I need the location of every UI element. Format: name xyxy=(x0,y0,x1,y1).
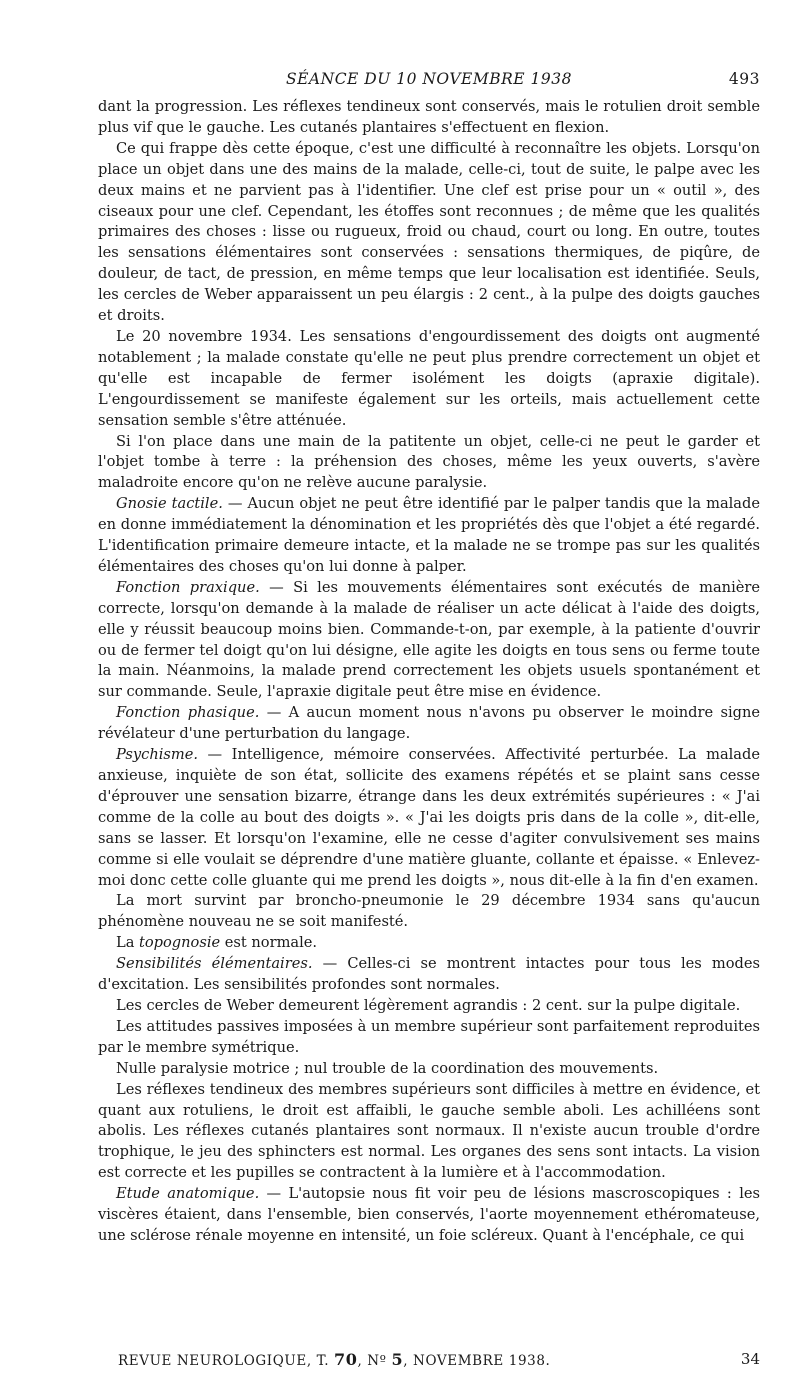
paragraph-text: dant la progression. Les réflexes tendineux sont conservés, mais le rotulien droit semble plus vif que le gauche. Les cutanés plantaires s'effectuent en flexion. xyxy=(98,98,760,136)
paragraph-text: Les cercles de Weber demeurent légèrement agrandis : 2 cent. sur la pulpe digitale. xyxy=(116,996,741,1014)
paragraph xyxy=(98,703,760,745)
journal-citation xyxy=(118,1350,551,1369)
paragraph xyxy=(98,1017,760,1059)
journal-issue: 5 xyxy=(391,1350,404,1369)
paragraph-text: — Intelligence, mémoire conservées. Affectivité perturbée. La malade anxieuse, inquiète de son état, sollicite des examens répétés et se plaint sans cesse d'éprouver une sensation bizarre, étrange dans les deux extrémités supérieures : « J'ai comme de la colle au bout des doigts ». « J'ai les doigts pris dans de la colle », dit-elle, sans se lasser. Et lorsqu'on l'examine, elle ne cesse d'agiter convulsivement ses mains comme si elle voulait se déprendre d'une matière gluante, collante et épaisse. « Enlevez-moi donc cette colle gluante qui me prend les doigts », nous dit-elle à la fin d'en examen. xyxy=(98,746,760,889)
page-footer xyxy=(118,1350,760,1372)
paragraph-text: est normale. xyxy=(220,934,318,952)
paragraph xyxy=(98,494,760,578)
issue-label: , Nº xyxy=(357,1353,392,1369)
section-heading: Psychisme. xyxy=(116,746,199,764)
paragraph-text: Si l'on place dans une main de la patitente un objet, celle-ci ne peut le garder et l'objet tombe à terre : la préhension des choses, même les yeux ouverts, s'avère maladroite encore qu'on ne relève aucune paralysie. xyxy=(98,432,760,492)
paragraph xyxy=(98,1080,760,1185)
paragraph-text: La mort survint par broncho-pneumonie le 29 décembre 1934 sans qu'aucun phénomène nouveau ne se soit manifesté. xyxy=(98,892,760,931)
page-header xyxy=(98,70,760,92)
paragraph-text: — Aucun objet ne peut être identifié par le palper tandis que la malade en donne immédiatement la dénomination et les propriétés dès que l'objet a été regardé. L'identification primaire demeure intacte, et la malade ne se trompe pas sur les qualités élémentaires des choses qu'on lui donne à palper. xyxy=(98,495,760,575)
journal-name: REVUE NEUROLOGIQUE, T. xyxy=(118,1353,335,1369)
paragraph xyxy=(98,327,760,432)
running-title: SÉANCE DU 10 NOVEMBRE 1938 xyxy=(286,70,572,88)
sheet-number: 34 xyxy=(740,1350,760,1368)
section-heading: Fonction phasique. xyxy=(116,704,260,722)
paragraph-text: Le 20 novembre 1934. Les sensations d'engourdissement des doigts ont augmenté notablement ; la malade constate qu'elle ne peut plus prendre correctement un objet et qu'elle est incapable de fermer isolément les doigts (apraxie digitale). L'engourdissement se manifeste également sur les orteils, mais actuellement cette sensation semble s'être atténuée. xyxy=(98,327,760,429)
paragraph xyxy=(98,996,760,1017)
paragraph xyxy=(98,578,760,703)
paragraph-text: — L'autopsie nous fit voir peu de lésions mascroscopiques : les viscères étaient, dans l'ensemble, bien conservés, l'aorte moyennement ethéromateuse, une sclérose rénale moyenne en intensité, un foie scléreux. Quant à l'encéphale, ce qui xyxy=(98,1185,760,1244)
paragraph-text: — Celles-ci se montrent intactes pour tous les modes d'excitation. Les sensibilités profondes sont normales. xyxy=(98,955,761,994)
paragraph-text: Les attitudes passives imposées à un membre supérieur sont parfaitement reproduites par le membre symétrique. xyxy=(98,1017,760,1056)
section-heading: Sensibilités élémentaires. xyxy=(116,955,313,973)
paragraph-text: Les réflexes tendineux des membres supérieurs sont difficiles à mettre en évidence, et quant aux rotuliens, le droit est affaibli, le gauche semble aboli. Les achilléens sont abolis. Les réflexes cutanés plantaires sont normaux. Il n'existe aucun trouble d'ordre trophique, le jeu des sphincters est normal. Les organes des sens sont intacts. La vision est correcte et les pupilles se contractent à la lumière et à l'accommodation. xyxy=(98,1080,760,1182)
paragraph-text: — Si les mouvements élémentaires sont exécutés de manière correcte, lorsqu'on demande à la malade de réaliser un acte délicat à l'aide des doigts, elle y réussit beaucoup moins bien. Commande-t-on, par exemple, à la patiente d'ouvrir ou de fermer tel doigt qu'on lui désigne, elle agite les doigts en tous sens ou ferme toute la main. Néanmoins, la malade prend correctement les objets usuels spontanément et sur commande. Seule, l'apraxie digitale peut être mise en évidence. xyxy=(98,578,760,701)
paragraph xyxy=(98,1059,760,1080)
body-text xyxy=(98,97,760,1247)
paragraph xyxy=(98,432,760,495)
paragraph xyxy=(98,933,760,954)
paragraph xyxy=(98,745,760,891)
section-heading: topognosie xyxy=(139,934,221,952)
paragraph-prefix: La xyxy=(116,934,140,952)
journal-date: , NOVEMBRE 1938. xyxy=(403,1353,551,1369)
section-heading: Gnosie tactile. xyxy=(116,495,223,513)
paragraph-text: Ce qui frappe dès cette époque, c'est une difficulté à reconnaître les objets. Lorsqu'on place un objet dans une des mains de la malade, celle-ci, tout de suite, le palpe avec les deux mains et ne parvient pas à l'identifier. Une clef est prise pour un « outil », des ciseaux pour une clef. Cependant, les étoffes sont reconnues ; de même que les qualités primaires des choses : lisse ou rugueux, froid ou chaud, court ou long. En outre, toutes les sensations élémentaires sont conservées : sensations thermiques, de piqûre, de douleur, de tact, de pression, en même temps que leur localisation est identifiée. Seuls, les cercles de Weber apparaissent un peu élargis : 2 cent., à la pulpe des doigts gauches et droits. xyxy=(98,139,760,325)
section-heading: Fonction praxique. xyxy=(116,578,260,596)
page-number: 493 xyxy=(728,70,760,88)
section-heading: Etude anatomique. xyxy=(116,1185,260,1203)
paragraph-text: — A aucun moment nous n'avons pu observer le moindre signe révélateur d'une perturbation du langage. xyxy=(98,704,760,743)
paragraph xyxy=(98,891,760,933)
paragraph xyxy=(98,954,760,996)
paragraph-text: Nulle paralysie motrice ; nul trouble de la coordination des mouvements. xyxy=(116,1059,659,1077)
paragraph xyxy=(98,1184,760,1247)
paragraph xyxy=(98,97,760,139)
paragraph xyxy=(98,139,760,327)
journal-volume: 70 xyxy=(334,1350,358,1369)
